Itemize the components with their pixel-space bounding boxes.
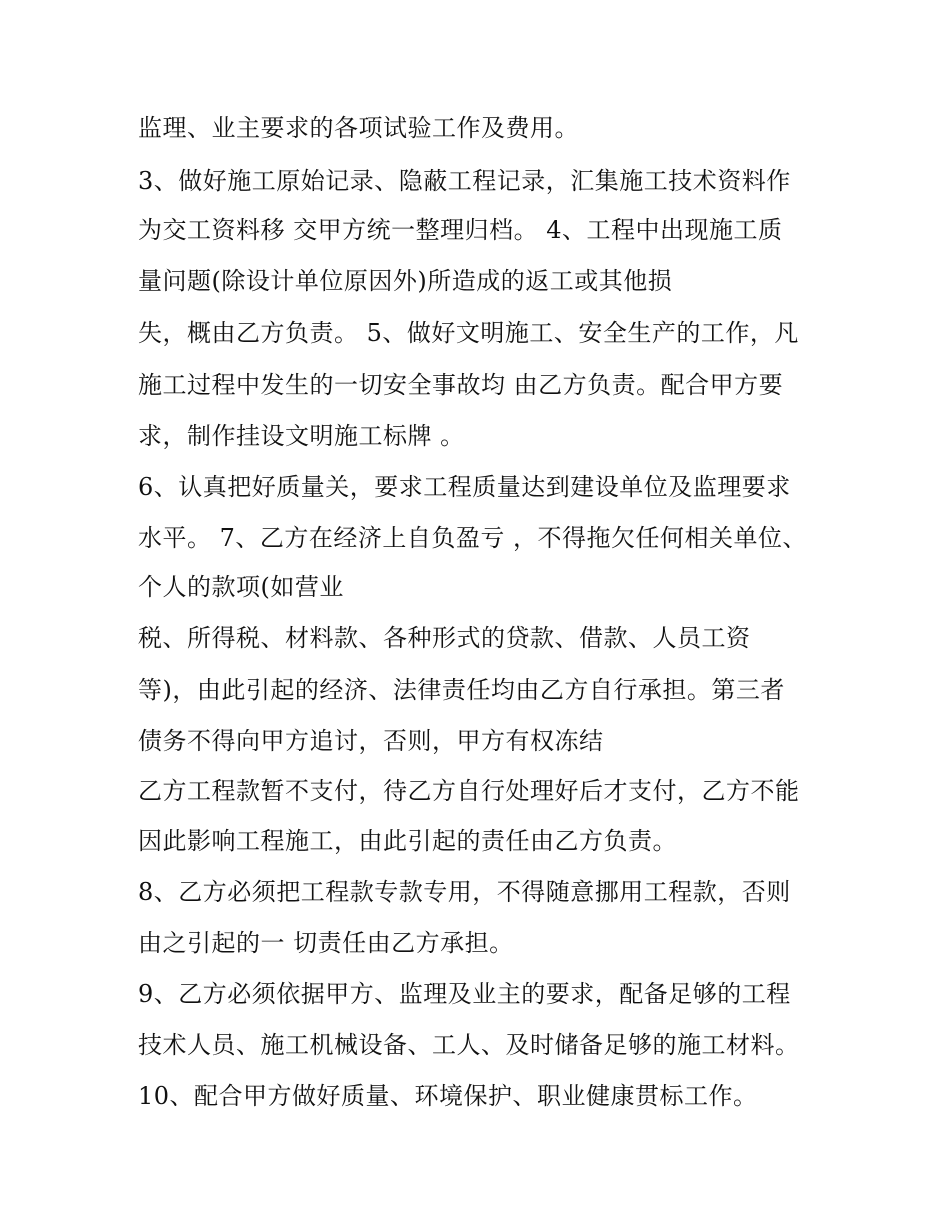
text-line: 乙方工程款暂不支付，待乙方自行处理好后才支付，乙方不能 — [138, 777, 800, 805]
text-line: 等)，由此引起的经济、法律责任均由乙方自行承担。第三者 — [138, 676, 785, 704]
text-line: 失，概由乙方负责。 5、做好文明施工、安全生产的工作，凡 — [138, 319, 799, 347]
text-line: 施工过程中发生的一切安全事故均 由乙方负责。配合甲方要 — [138, 371, 784, 399]
text-line: 税、所得税、材料款、各种形式的贷款、借款、人员工资 — [138, 624, 751, 652]
text-line: 量问题(除设计单位原因外)所造成的返工或其他损 — [138, 267, 673, 295]
text-line: 技术人员、施工机械设备、工人、及时储备足够的施工材料。 — [138, 1031, 800, 1059]
text-line: 10、配合甲方做好质量、环境保护、职业健康贯标工作。 — [138, 1082, 758, 1110]
text-line: 3、做好施工原始记录、隐蔽工程记录，汇集施工技术资料作 — [138, 167, 791, 195]
text-line: 个人的款项(如营业 — [138, 573, 344, 601]
text-line: 6、认真把好质量关，要求工程质量达到建设单位及监理要求 — [138, 473, 791, 501]
text-line: 水平。 7、乙方在经济上自负盈亏 ，不得拖欠任何相关单位、 — [138, 524, 808, 552]
text-line: 8、乙方必须把工程款专款专用，不得随意挪用工程款，否则 — [138, 878, 791, 906]
text-line: 为交工资料移 交甲方统一整理归档。 4、工程中出现施工质 — [138, 216, 783, 244]
text-line: 求，制作挂设文明施工标牌 。 — [138, 422, 465, 450]
text-line: 因此影响工程施工，由此引起的责任由乙方负责。 — [138, 827, 677, 855]
text-line: 由之引起的一 切责任由乙方承担。 — [138, 929, 514, 957]
text-line: 9、乙方必须依据甲方、监理及业主的要求，配备足够的工程 — [138, 980, 791, 1008]
text-line: 债务不得向甲方追讨，否则，甲方有权冻结 — [138, 727, 604, 755]
text-line: 监理、业主要求的各项试验工作及费用。 — [138, 114, 579, 142]
